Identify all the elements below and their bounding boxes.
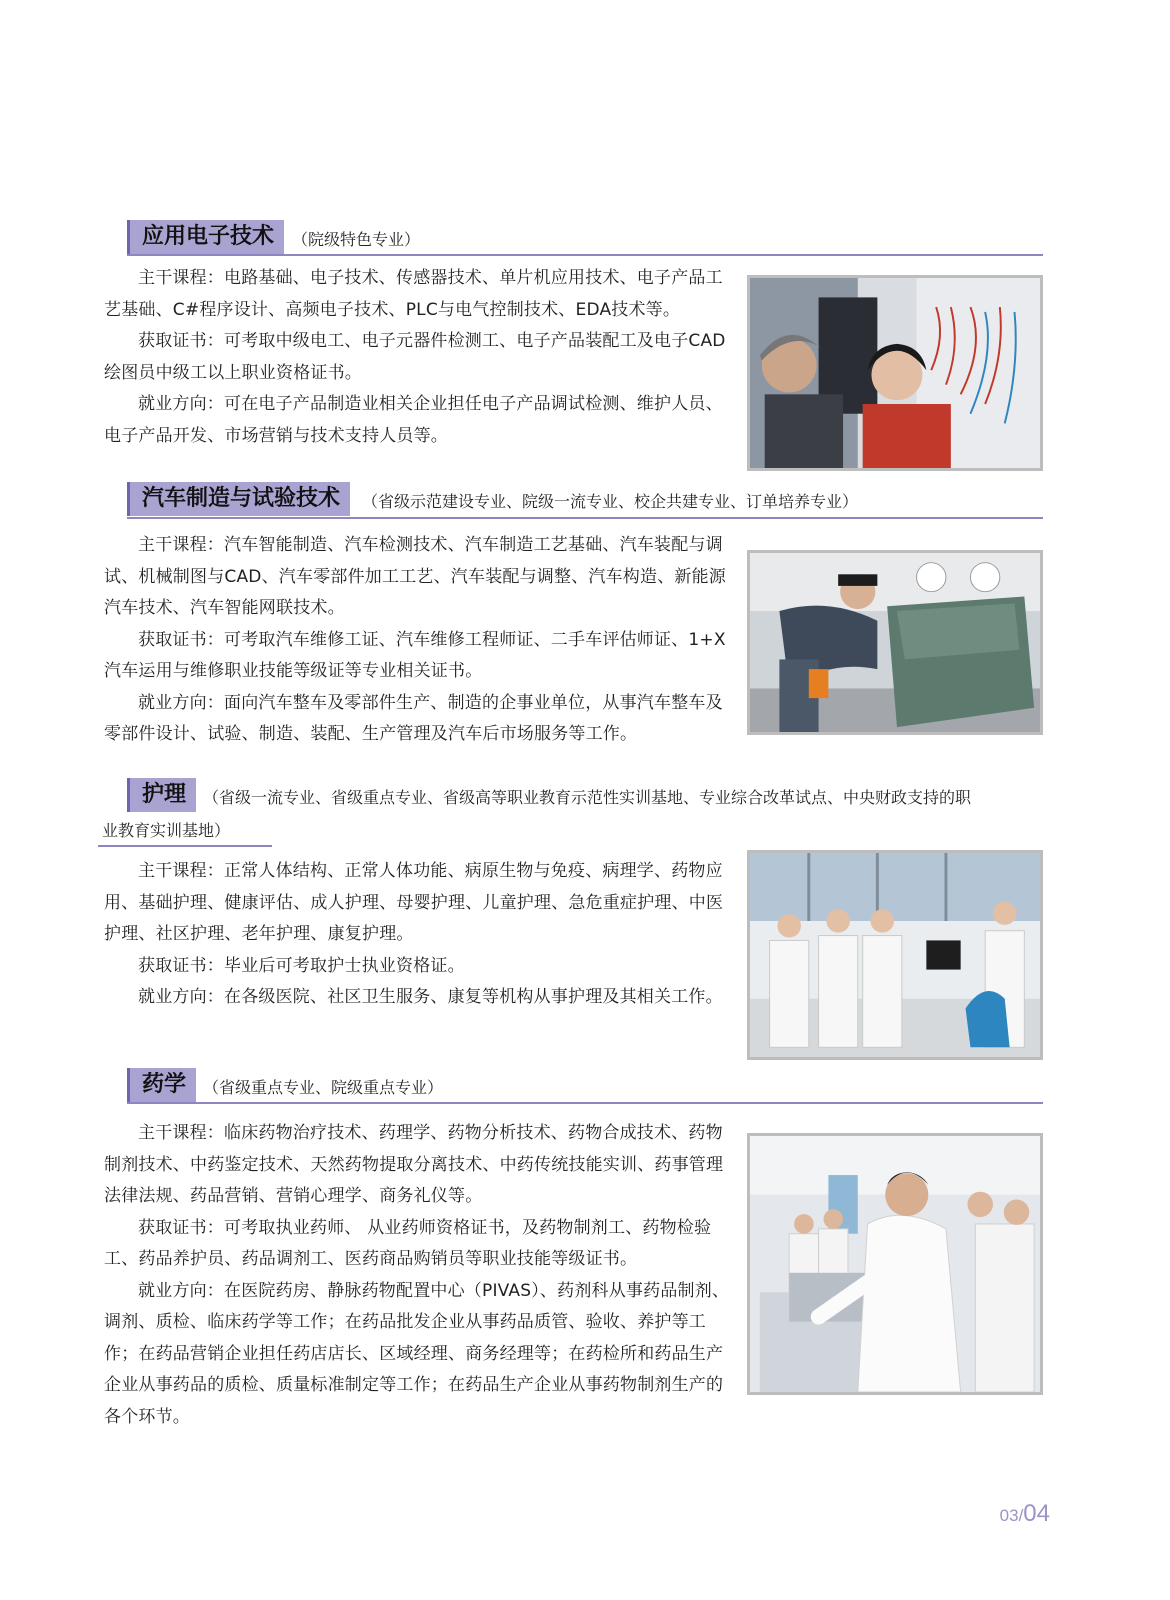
- section-subtitle: （院级特色专业）: [292, 230, 421, 249]
- section-rule: [127, 1102, 1043, 1104]
- courses-paragraph: 主干课程：电路基础、电子技术、传感器技术、单片机应用技术、电子产品工艺基础、C#程序设计、高频电子技术、PLC与电气控制技术、EDA技术等。: [104, 268, 723, 320]
- section-body: [104, 530, 732, 751]
- section-rule: [127, 254, 1043, 256]
- section-subtitle: （省级示范建设专业、院级一流专业、校企共建专业、订单培养专业）: [362, 492, 859, 511]
- employment-paragraph: 就业方向：在医院药房、静脉药物配置中心（PIVAS）、药剂科从事药品制剂、调剂、质检、临床药学等工作；在药品批发企业从事药品质管、验收、养护等工作；在药品营销企业担任药店店长、区域经理、商务经理等；在药检所和药品生产企业从事药品的质检、质量标准制定等工作；在药品生产企业从事药物制剂生产的各个环节。: [104, 1280, 730, 1427]
- section-rule: [98, 845, 272, 847]
- courses-paragraph: 主干课程：临床药物治疗技术、药理学、药物分析技术、药物合成技术、药物制剂技术、中药鉴定技术、天然药物提取分离技术、中药传统技能实训、药事管理法律法规、药品营销、营销心理学、商务礼仪等。: [104, 1123, 724, 1206]
- section-title: 护理: [127, 778, 196, 812]
- section-title: 药学: [127, 1068, 196, 1102]
- section-body: [104, 1118, 732, 1433]
- electronics-lab-photo: [747, 275, 1043, 471]
- page-number: [1000, 1500, 1050, 1528]
- courses-paragraph: 主干课程：正常人体结构、正常人体功能、病原生物与免疫、病理学、药物应用、基础护理、健康评估、成人护理、母婴护理、儿童护理、急危重症护理、中医护理、社区护理、老年护理、康复护理。: [104, 861, 724, 944]
- pharmacy-lab-photo: [747, 1133, 1043, 1395]
- page-next: 04: [1023, 1500, 1050, 1527]
- section-body: [104, 856, 732, 1014]
- courses-paragraph: 主干课程：汽车智能制造、汽车检测技术、汽车制造工艺基础、汽车装配与调试、机械制图与CAD、汽车零部件加工工艺、汽车装配与调整、汽车构造、新能源汽车技术、汽车智能网联技术。: [104, 535, 726, 618]
- employment-paragraph: 就业方向：在各级医院、社区卫生服务、康复等机构从事护理及其相关工作。: [138, 987, 723, 1007]
- certificates-paragraph: 获取证书：可考取执业药师、 从业药师资格证书，及药物制剂工、药物检验工、药品养护员、药品调剂工、医药商品购销员等职业技能等级证书。: [104, 1217, 712, 1269]
- section-subtitle: （省级重点专业、院级重点专业）: [203, 1078, 444, 1097]
- page-separator: /: [1018, 1506, 1024, 1525]
- section-title: 应用电子技术: [127, 220, 284, 254]
- automotive-workshop-photo: [747, 550, 1043, 735]
- certificates-paragraph: 获取证书：可考取中级电工、电子元器件检测工、电子产品装配工及电子CAD绘图员中级工以上职业资格证书。: [104, 331, 726, 383]
- certificates-paragraph: 获取证书：毕业后可考取护士执业资格证。: [138, 955, 465, 976]
- certificates-paragraph: 获取证书：可考取汽车维修工证、汽车维修工程师证、二手车评估师证、1+X汽车运用与维修职业技能等级证等专业相关证书。: [104, 629, 726, 681]
- nursing-training-photo: [747, 850, 1043, 1060]
- section-subtitle-line2: 业教育实训基地）: [102, 821, 231, 840]
- page-current: 03: [999, 1506, 1019, 1525]
- employment-paragraph: 就业方向：面向汽车整车及零部件生产、制造的企事业单位，从事汽车整车及零部件设计、试验、制造、装配、生产管理及汽车后市场服务等工作。: [104, 692, 723, 744]
- section-subtitle-line1: （省级一流专业、省级重点专业、省级高等职业教育示范性实训基地、专业综合改革试点、中央财政支持的职: [203, 788, 972, 807]
- employment-paragraph: 就业方向：可在电子产品制造业相关企业担任电子产品调试检测、维护人员、电子产品开发、市场营销与技术支持人员等。: [104, 394, 723, 446]
- section-body: [104, 263, 732, 452]
- section-rule: [127, 517, 1043, 519]
- section-title: 汽车制造与试验技术: [127, 482, 350, 516]
